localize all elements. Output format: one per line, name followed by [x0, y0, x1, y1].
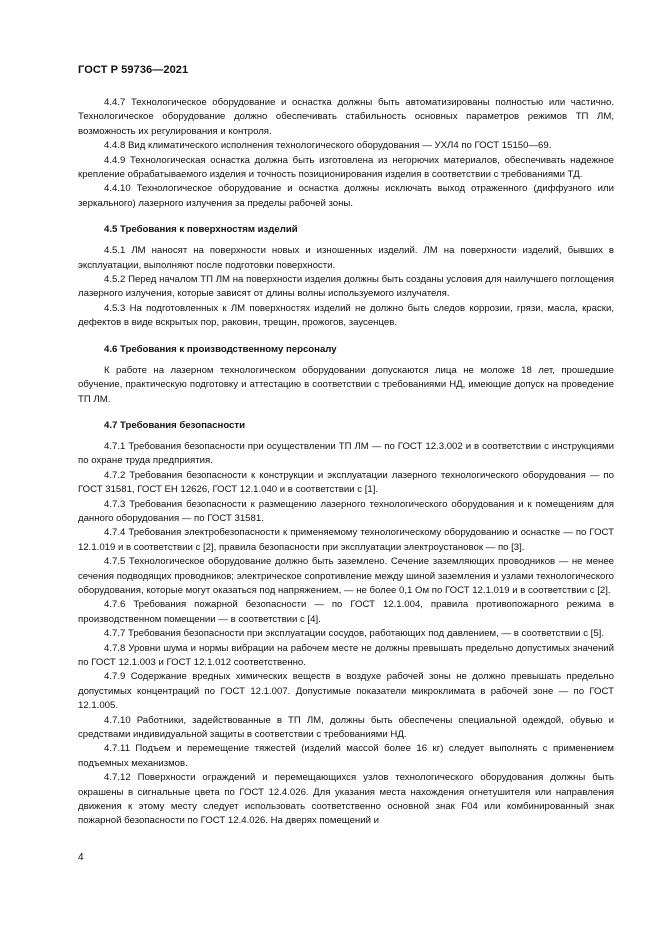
paragraph-4-5-1: 4.5.1 ЛМ наносят на поверхности новых и изношенных изделий. ЛМ на поверхности изделий, бывших в эксплуатации, выполняют после подготовки поверхности.	[78, 245, 614, 271]
section-heading-4-5: 4.5 Требования к поверхностям изделий	[104, 224, 298, 236]
paragraph-4-4-8: 4.4.8 Вид климатического исполнения технологического оборудования — УХЛ4 по ГОСТ 15150—69.	[104, 140, 552, 152]
page-number: 4	[78, 852, 84, 863]
paragraph-4-7-11: 4.7.11 Подъем и перемещение тяжестей (изделий массой более 16 кг) следует выполнять с применением подъемных механизмов.	[78, 743, 614, 769]
section-heading-4-7: 4.7 Требования безопасности	[104, 419, 245, 431]
paragraph-4-7-6: 4.7.6 Требования пожарной безопасности — по ГОСТ 12.1.004, правила противопожарного режима в производственном помещении — в соответствии с [4].	[78, 599, 614, 625]
section-4-5	[78, 223, 614, 330]
paragraph-4-7-7: 4.7.7 Требования безопасности при эксплуатации сосудов, работающих под давлением, — в соответствии с [5].	[104, 628, 605, 640]
paragraph-4-7-1: 4.7.1 Требования безопасности при осуществлении ТП ЛМ — по ГОСТ 12.3.002 и в соответствии с инструкциями по охране труда предприятия.	[78, 440, 614, 467]
paragraph-4-4-10: 4.4.10 Технологическое оборудование и оснастка должны исключать выход отраженного (диффузного или зеркального) лазерного излучения за пределы рабочей зоны.	[78, 183, 614, 209]
section-4-4-continued	[78, 96, 614, 211]
section-4-6	[78, 343, 614, 407]
paragraph-4-5-2: 4.5.2 Перед началом ТП ЛМ на поверхности изделия должны быть созданы условия для наилучшего поглощения лазерного излучения, которые зависят от длины волны используемого излучателя.	[78, 274, 614, 300]
section-4-7	[78, 419, 614, 829]
paragraph-4-7-4: 4.7.4 Требования электробезопасности к применяемому технологическому оборудованию и оснастке — по ГОСТ 12.1.019 и в соответствии с [2], правила безопасности при эксплуатации электроустановок — по [3].	[78, 527, 614, 553]
paragraph-4-7-12: 4.7.12 Поверхности ограждений и перемещающихся узлов технологического оборудования должны быть окрашены в сигнальные цвета по ГОСТ 12.4.026. Для указания места нахождения огнетушителя или направления движения к этому месту следует использовать соответственно основной знак F04 или комбинированный знак пожарной безопасности по ГОСТ 12.4.026. На дверях помещений и	[78, 772, 614, 827]
paragraph-4-7-9: 4.7.9 Содержание вредных химических веществ в воздухе рабочей зоны не должно превышать предельно допустимых концентраций по ГОСТ 12.1.007. Допустимые показатели микроклимата в рабочей зоне — по ГОСТ 12.1.005.	[78, 671, 614, 712]
paragraph-4-7-5: 4.7.5 Технологическое оборудование должно быть заземлено. Сечение заземляющих проводников — не менее сечения подводящих проводников; электрическое сопротивление между шиной заземления и узлами технологического оборудования, которые могут оказаться под напряжением, — не более 0,1 Ом по ГОСТ 12.1.019 и в соответствии с [2].	[78, 556, 614, 596]
paragraph-4-6: К работе на лазерном технологическом оборудовании допускаются лица не моложе 18 лет, прошедшие обучение, практическую подготовку и аттестацию в соответствии с требованиями НД, имеющие допуск на проведение ТП ЛМ.	[78, 364, 614, 405]
document-body	[78, 96, 614, 829]
paragraph-4-7-2: 4.7.2 Требования безопасности к конструкции и эксплуатации лазерного технологического оборудования — по ГОСТ 31581, ГОСТ ЕН 12626, ГОСТ 12.1.040 и в соответствии с [1].	[78, 469, 614, 496]
paragraph-4-5-3: 4.5.3 На подготовленных к ЛМ поверхностях изделий не должно быть следов коррозии, грязи, масла, краски, дефектов в виде вскрытых пор, раковин, трещин, прожогов, заусенцев.	[78, 302, 614, 329]
paragraph-4-7-3: 4.7.3 Требования безопасности к размещению лазерного технологического оборудования и к помещениям для данного оборудования — по ГОСТ 31581.	[78, 498, 614, 524]
paragraph-4-7-8: 4.7.8 Уровни шума и нормы вибрации на рабочем месте не должны превышать предельно допустимых значений по ГОСТ 12.1.003 и ГОСТ 12.1.012 соответственно.	[78, 642, 614, 668]
paragraph-4-7-10: 4.7.10 Работники, задействованные в ТП ЛМ, должны быть обеспечены специальной одеждой, обувью и средствами индивидуальной защиты в соответствии с требованиями НД.	[78, 714, 614, 741]
paragraph-4-4-7: 4.4.7 Технологическое оборудование и оснастка должны быть автоматизированы полностью или частично. Технологическое оборудование должно обеспечивать стабильность основных параметров режимов ТП ЛМ, возможность их регулирования и контроля.	[78, 97, 614, 137]
paragraph-4-4-9: 4.4.9 Технологическая оснастка должна быть изготовлена из негорючих материалов, обеспечивать надежное крепление обрабатываемого изделия и точность позиционирования изделия в соответствии с требованиями ТД.	[78, 154, 614, 181]
section-heading-4-6: 4.6 Требования к производственному персоналу	[104, 343, 337, 355]
document-id-header: ГОСТ Р 59736—2021	[78, 64, 189, 76]
